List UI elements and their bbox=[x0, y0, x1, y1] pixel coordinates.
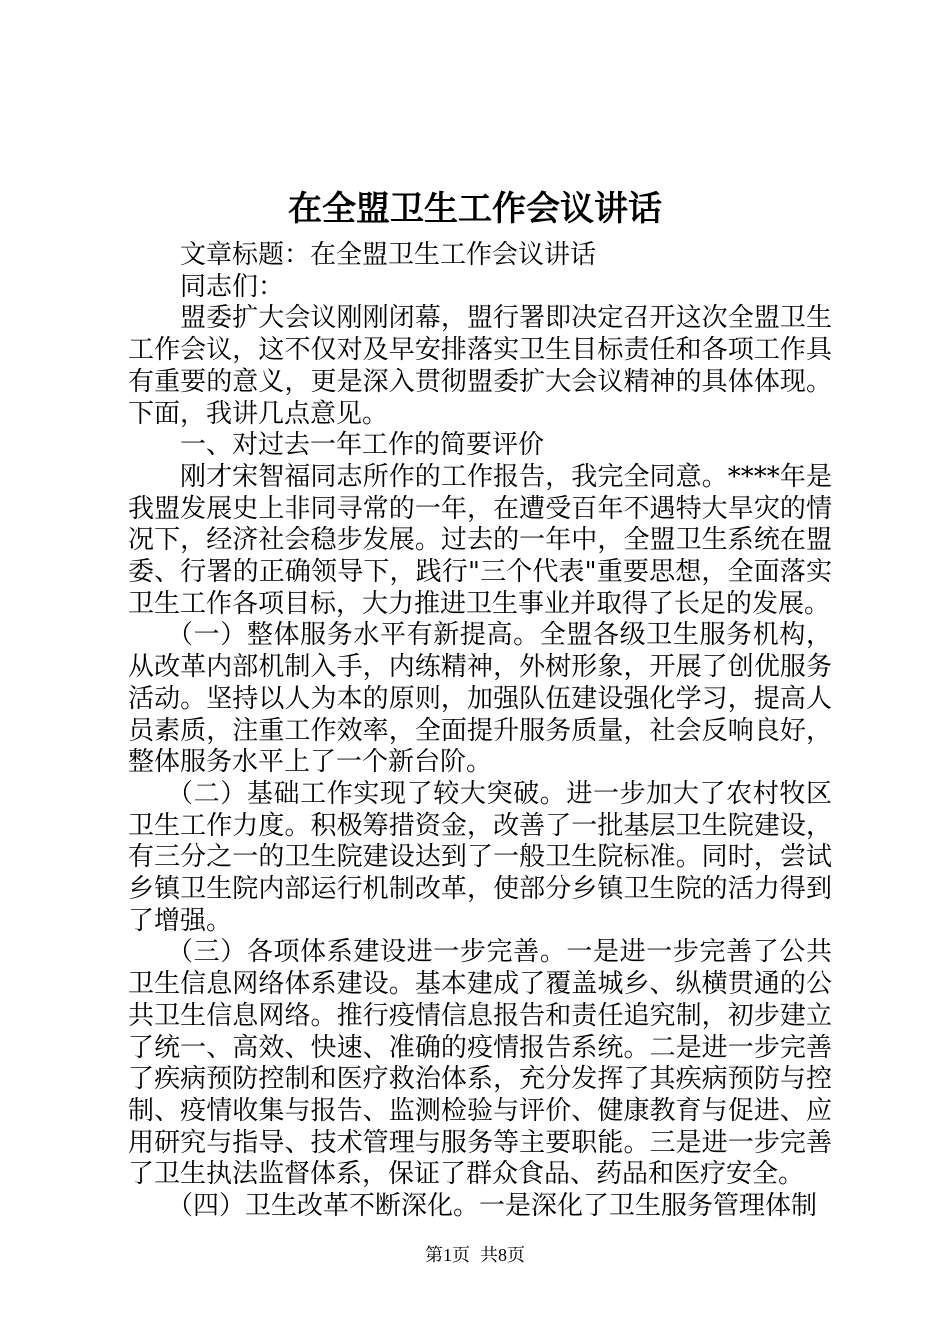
paragraph-review: 刚才宋智福同志所作的工作报告，我完全同意。****年是我盟发展史上非同寻常的一年，在遭受百年不遇特大旱灾的情况下，经济社会稳步发展。过去的一年中，全盟卫生系统在盟委、行署的正确领导下，践行"三个代表"重要思想，全面落实卫生工作各项目标，大力推进卫生事业并取得了长足的发展。 bbox=[128, 461, 832, 619]
paragraph-item-4: （四）卫生改革不断深化。一是深化了卫生服务管理体制 bbox=[167, 1191, 818, 1222]
paragraph-item-2: （二）基础工作实现了较大突破。进一步加大了农村牧区卫生工作力度。积极筹措资金，改善了一批基层卫生院建设，有三分之一的卫生院建设达到了一般卫生院标准。同时，尝试乡镇卫生院内部运行机制改革，使部分乡镇卫生院的活力得到了增强。 bbox=[128, 778, 832, 936]
document-body bbox=[128, 240, 832, 1223]
page-number: 第1页 bbox=[425, 1245, 470, 1265]
salutation: 同志们： bbox=[180, 271, 285, 302]
document-title: 在全盟卫生工作会议讲话 bbox=[288, 189, 662, 229]
paragraph-intro: 盟委扩大会议刚刚闭幕，盟行署即决定召开这次全盟卫生工作会议，这不仅对及早安排落实卫生目标责任和各项工作具有重要的意义，更是深入贯彻盟委扩大会议精神的具体体现。下面，我讲几点意见。 bbox=[128, 303, 832, 429]
paragraph-item-1: （一）整体服务水平有新提高。全盟各级卫生服务机构，从改革内部机制入手，内练精神，外树形象，开展了创优服务活动。坚持以人为本的原则，加强队伍建设强化学习，提高人员素质，注重工作效率，全面提升服务质量，社会反响良好，整体服务水平上了一个新台阶。 bbox=[128, 620, 832, 778]
section-heading: 一、对过去一年工作的简要评价 bbox=[180, 430, 545, 461]
page-footer bbox=[0, 1243, 950, 1267]
page-total: 共8页 bbox=[480, 1245, 525, 1265]
paragraph-item-3: （三）各项体系建设进一步完善。一是进一步完善了公共卫生信息网络体系建设。基本建成了覆盖城乡、纵横贯通的公共卫生信息网络。推行疫情信息报告和责任追究制，初步建立了统一、高效、快速、准确的疫情报告系统。二是进一步完善了疾病预防控制和医疗救治体系，充分发挥了其疾病预防与控制、疫情收集与报告、监测检验与评价、健康教育与促进、应用研究与指导、技术管理与服务等主要职能。三是进一步完善了卫生执法监督体系，保证了群众食品、药品和医疗安全。 bbox=[128, 937, 832, 1190]
article-title-line: 文章标题：在全盟卫生工作会议讲话 bbox=[180, 240, 597, 270]
